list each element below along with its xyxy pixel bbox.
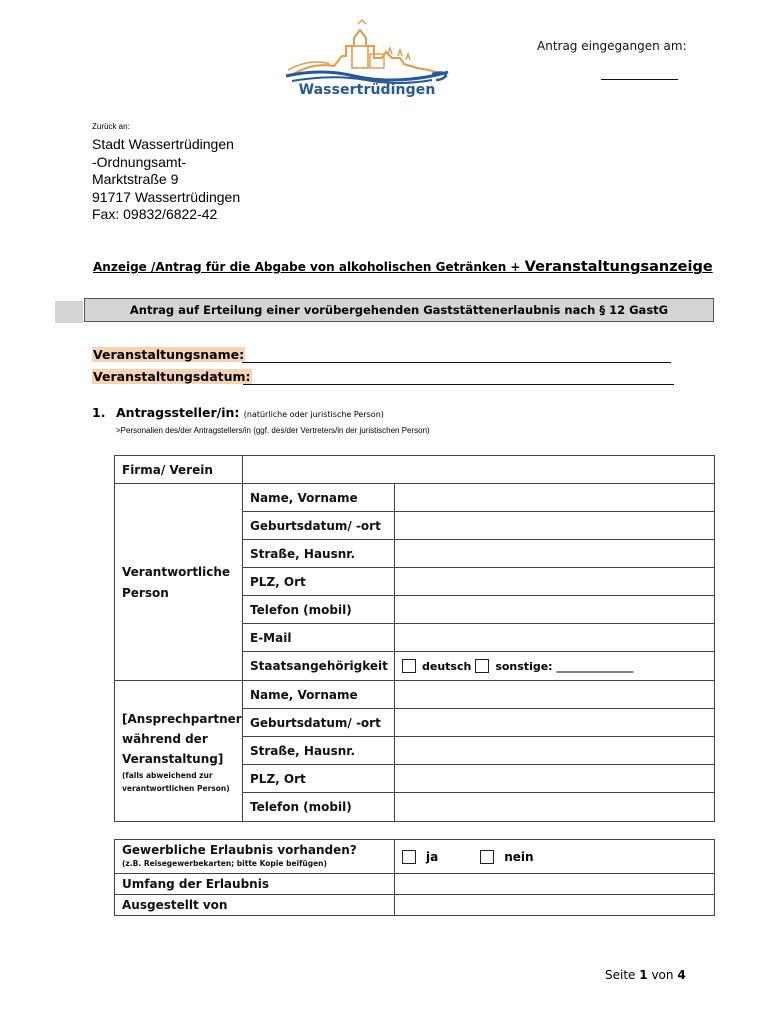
nationality-german-label: deutsch	[422, 659, 472, 673]
page-current: 1	[639, 968, 648, 982]
address-line: Stadt Wassertrüdingen	[92, 136, 234, 152]
received-date-label: Antrag eingegangen am:	[537, 39, 687, 53]
received-date-field[interactable]	[601, 79, 678, 80]
event-name-label: Veranstaltungsname:	[93, 347, 245, 362]
contact-street-label	[242, 736, 395, 765]
nationality-other-label: sonstige: ______________	[495, 659, 634, 673]
responsible-email-field[interactable]	[394, 623, 715, 652]
responsible-email-label	[242, 623, 395, 652]
responsible-label-line: Verantwortliche	[122, 565, 231, 579]
event-name-field[interactable]	[242, 362, 671, 363]
responsible-zip-field[interactable]	[394, 567, 715, 596]
return-label: Zurück an:	[92, 122, 130, 131]
document-title-emphasis: Veranstaltungsanzeige	[524, 259, 713, 275]
contact-note-line: (falls abweichend zur	[122, 771, 213, 780]
contact-label-line: während der	[122, 732, 208, 746]
contact-zip-label	[242, 764, 395, 793]
license-question-note: (z.B. Reisegewerbekarten; bitte Kopie beifügen)	[122, 859, 327, 868]
license-yes-checkbox[interactable]	[402, 850, 416, 864]
license-no-label: nein	[504, 849, 534, 864]
contact-birth-field[interactable]	[394, 708, 715, 737]
row-label-text: Straße, Hausnr.	[250, 743, 356, 758]
row-label-text: Name, Vorname	[250, 687, 358, 702]
address-line: -Ordnungsamt-	[92, 153, 187, 170]
responsible-person-group	[114, 483, 243, 681]
section-title-note: (natürliche oder juristische Person)	[243, 410, 384, 419]
contact-zip-field[interactable]	[394, 764, 715, 793]
page-number	[605, 968, 686, 982]
contact-label-line: Veranstaltung]	[122, 752, 224, 766]
page-prefix: Seite	[605, 968, 636, 982]
row-label-text: PLZ, Ort	[250, 574, 306, 589]
nationality-german-checkbox[interactable]	[402, 659, 416, 673]
license-yes-label: ja	[426, 849, 439, 864]
contact-phone-label	[242, 792, 395, 822]
contact-phone-field[interactable]	[394, 792, 715, 822]
firma-field[interactable]	[242, 455, 715, 484]
license-issuer-text: Ausgestellt von	[122, 898, 228, 912]
contact-birth-label	[242, 708, 395, 737]
responsible-zip-label	[242, 567, 395, 596]
row-label-text: Name, Vorname	[250, 490, 358, 505]
event-date-label: Veranstaltungsdatum:	[93, 369, 251, 384]
license-scope-label	[114, 873, 395, 895]
logo-wordmark: Wassertrüdingen	[298, 82, 436, 98]
document-title-main: Anzeige /Antrag für die Abgabe von alkoholischen Getränken +	[93, 260, 521, 274]
section-banner: Antrag auf Erteilung einer vorübergehenden Gaststättenerlaubnis nach § 12 GastG	[84, 298, 714, 322]
license-yes-no	[394, 839, 715, 874]
banner-tab	[55, 301, 83, 323]
responsible-name-label	[242, 483, 395, 512]
license-issuer-label	[114, 894, 395, 916]
address-line: Marktstraße 9	[92, 171, 179, 188]
contact-person-group	[114, 680, 243, 822]
row-label-text: Staatsangehörigkeit	[250, 659, 388, 673]
nationality-other-checkbox[interactable]	[475, 659, 489, 673]
row-label-text: PLZ, Ort	[250, 771, 306, 786]
row-label-text: Telefon (mobil)	[250, 800, 352, 814]
firma-label-text: Firma/ Verein	[122, 462, 213, 477]
firma-label	[114, 455, 243, 484]
row-label-text: Geburtsdatum/ -ort	[250, 715, 381, 730]
section-title	[116, 405, 384, 420]
section-subtitle: >Personalien des/der Antragstellers/in (ggf. des/der Vertreters/in der juristischen Person)	[116, 426, 430, 435]
responsible-phone-field[interactable]	[394, 595, 715, 624]
contact-note-line: verantwortlichen Person)	[122, 784, 230, 793]
row-label-text: Straße, Hausnr.	[250, 546, 356, 561]
address-line: Fax: 09832/6822-42	[92, 206, 218, 223]
contact-name-field[interactable]	[394, 680, 715, 709]
responsible-birth-label	[242, 511, 395, 540]
responsible-nationality-label	[242, 651, 395, 681]
event-date-field[interactable]	[243, 384, 674, 385]
return-address	[92, 136, 240, 224]
responsible-name-field[interactable]	[394, 483, 715, 512]
row-label-text: E-Mail	[250, 630, 292, 645]
page-total: 4	[677, 968, 686, 982]
license-no-checkbox[interactable]	[480, 850, 494, 864]
document-title	[93, 259, 713, 275]
responsible-street-field[interactable]	[394, 539, 715, 568]
address-line: 91717 Wassertrüdingen	[92, 188, 241, 205]
responsible-label-line: Person	[122, 586, 169, 600]
license-scope-field[interactable]	[394, 873, 715, 895]
section-title-text: Antragssteller/in:	[116, 405, 240, 420]
row-label-text: Geburtsdatum/ -ort	[250, 518, 381, 533]
contact-name-label	[242, 680, 395, 709]
responsible-birth-field[interactable]	[394, 511, 715, 540]
row-label-text: Telefon (mobil)	[250, 602, 352, 617]
license-issuer-field[interactable]	[394, 894, 715, 916]
responsible-phone-label	[242, 595, 395, 624]
license-scope-text: Umfang der Erlaubnis	[122, 877, 269, 891]
page-middle: von	[651, 968, 674, 982]
contact-label-line: [Ansprechpartner	[122, 712, 242, 726]
responsible-street-label	[242, 539, 395, 568]
section-number: 1.	[92, 405, 106, 420]
responsible-nationality-field	[394, 651, 715, 681]
license-question-text: Gewerbliche Erlaubnis vorhanden?	[122, 843, 357, 857]
license-question	[114, 839, 395, 874]
contact-street-field[interactable]	[394, 736, 715, 765]
